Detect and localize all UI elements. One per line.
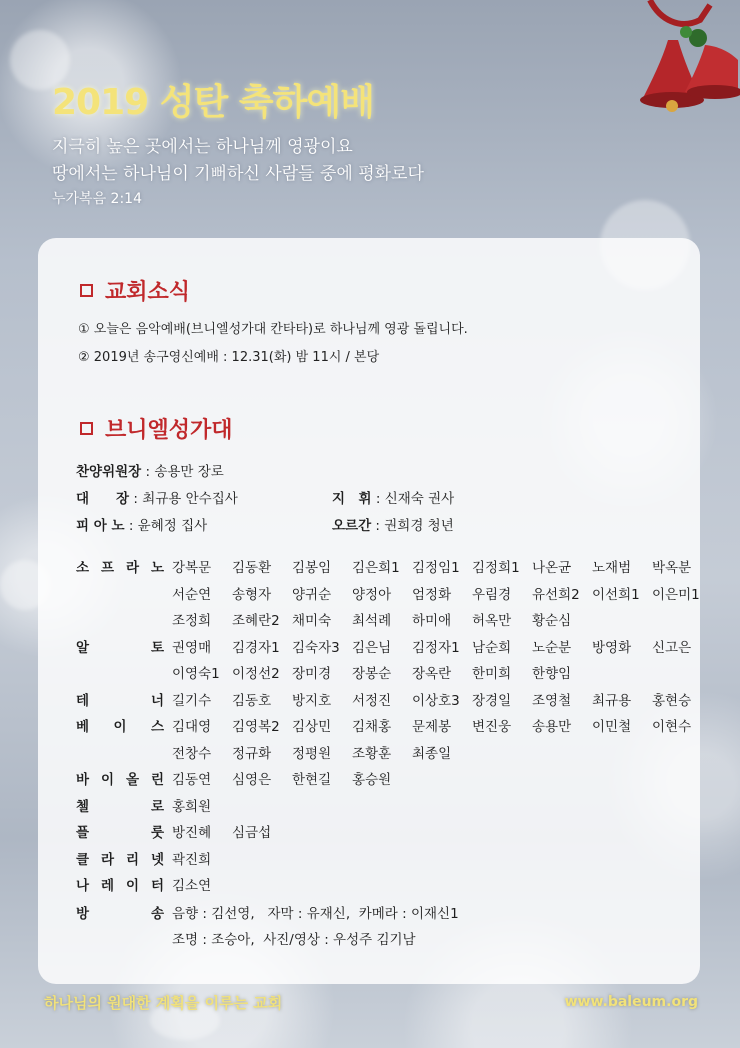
member-name: 최규용 bbox=[592, 692, 632, 709]
member-row bbox=[172, 662, 592, 682]
news-item: ① 오늘은 음악예배(브니엘성가대 칸타타)로 하나님께 영광 돌립니다. bbox=[78, 322, 468, 337]
footer-url[interactable]: www.baleum.org bbox=[564, 994, 698, 1010]
part-label-char: 라 bbox=[100, 851, 115, 868]
member-name: 송용만 bbox=[532, 719, 572, 735]
part-label-char: 넷 bbox=[150, 851, 164, 868]
member-name: 장옥란 bbox=[412, 666, 452, 682]
member-name: 변진웅 bbox=[472, 719, 512, 735]
member-name: 이정선2 bbox=[232, 666, 280, 682]
part-label-char: 플 bbox=[76, 825, 90, 841]
member-name: 황순심 bbox=[532, 613, 572, 629]
staff-organist bbox=[332, 514, 454, 534]
member-name: 강복문 bbox=[172, 560, 212, 576]
member-row bbox=[172, 874, 232, 894]
part-label-char: 린 bbox=[150, 772, 164, 788]
member-name: 나온균 bbox=[532, 560, 572, 576]
part-label bbox=[76, 689, 164, 709]
choir-heading-text: 브니엘성가대 bbox=[105, 418, 233, 443]
staff-leader bbox=[76, 487, 238, 507]
part-label-char: 너 bbox=[150, 692, 164, 709]
member-name: 한향임 bbox=[532, 666, 572, 682]
member-name: 김경자1 bbox=[232, 639, 280, 656]
part-label-broadcast bbox=[76, 902, 164, 922]
part-label bbox=[76, 556, 164, 576]
member-name: 심영은 bbox=[232, 772, 272, 788]
member-name: 한미희 bbox=[472, 666, 512, 682]
part-label-char: 라 bbox=[125, 560, 140, 576]
staff-value: : 송용만 장로 bbox=[145, 464, 224, 480]
staff-label: 대 장 bbox=[76, 491, 130, 507]
member-name: 이현수 bbox=[652, 719, 692, 735]
staff-value: : 윤혜정 집사 bbox=[128, 518, 208, 534]
footer-slogan: 하나님의 원대한 계획을 이루는 교회 bbox=[44, 994, 283, 1012]
verse-line: 지극히 높은 곳에서는 하나님께 영광이요 bbox=[52, 137, 353, 157]
member-name: 김상민 bbox=[292, 719, 332, 735]
square-bullet-icon bbox=[80, 284, 93, 297]
staff-label: 오르간 bbox=[332, 518, 372, 534]
part-label-char: 클 bbox=[76, 851, 90, 868]
verse-line: 땅에서는 하나님이 기뻐하신 사람들 중에 평화로다 bbox=[52, 164, 424, 184]
member-name: 정평원 bbox=[292, 745, 332, 762]
part-label-char: 리 bbox=[125, 851, 140, 868]
member-row bbox=[172, 689, 712, 709]
member-name: 김영복2 bbox=[232, 719, 280, 735]
part-label-char: 첼 bbox=[76, 798, 90, 815]
part-label-char: 노 bbox=[150, 560, 164, 576]
member-name: 허옥만 bbox=[472, 613, 512, 629]
part-label-char: 알 bbox=[76, 639, 90, 656]
member-name: 심금섭 bbox=[232, 825, 272, 841]
part-label bbox=[76, 636, 164, 656]
member-name: 김동환 bbox=[232, 560, 272, 576]
member-name: 홍승원 bbox=[352, 772, 392, 788]
part-label-char: 이 bbox=[113, 719, 127, 735]
member-name: 박옥분 bbox=[652, 560, 692, 576]
part-label bbox=[76, 768, 164, 788]
member-name: 홍희원 bbox=[172, 798, 212, 815]
member-name: 노재범 bbox=[592, 560, 632, 576]
part-label-char: 베 bbox=[76, 719, 90, 735]
member-name: 조혜란2 bbox=[232, 613, 280, 629]
member-name: 김동연 bbox=[172, 772, 212, 788]
member-name: 김대영 bbox=[172, 719, 212, 735]
member-name: 우림경 bbox=[472, 586, 512, 603]
staff-conductor bbox=[332, 487, 454, 507]
member-name: 이상호3 bbox=[412, 692, 460, 709]
part-label bbox=[76, 874, 164, 894]
choir-heading bbox=[80, 413, 233, 444]
member-name: 한현길 bbox=[292, 772, 332, 788]
member-row bbox=[172, 556, 712, 576]
part-label-char: 올 bbox=[125, 772, 140, 788]
member-name: 길기수 bbox=[172, 692, 212, 709]
member-name: 장경일 bbox=[472, 692, 512, 709]
staff-value: : 최규용 안수집사 bbox=[133, 491, 238, 507]
member-name: 김소연 bbox=[172, 878, 212, 894]
news-heading-text: 교회소식 bbox=[105, 280, 191, 305]
member-name: 문제봉 bbox=[412, 719, 452, 735]
member-name: 남순희 bbox=[472, 639, 512, 656]
member-name: 방영화 bbox=[592, 639, 632, 656]
member-row bbox=[172, 795, 232, 815]
member-name: 김봉임 bbox=[292, 560, 332, 576]
part-label bbox=[76, 795, 164, 815]
member-row bbox=[172, 768, 412, 788]
member-name: 김정희1 bbox=[472, 560, 520, 576]
part-label-char: 나 bbox=[76, 878, 90, 894]
member-name: 조영철 bbox=[532, 692, 572, 709]
member-row bbox=[172, 848, 232, 868]
member-name: 서순연 bbox=[172, 586, 212, 603]
member-name: 최석례 bbox=[352, 613, 392, 629]
part-label-char: 토 bbox=[150, 639, 164, 656]
member-name: 최종일 bbox=[412, 745, 452, 762]
member-name: 엄정화 bbox=[412, 586, 452, 603]
member-name: 방진혜 bbox=[172, 825, 212, 841]
member-name: 방지호 bbox=[292, 692, 332, 709]
part-label-char: 방 bbox=[76, 906, 90, 922]
page-title: 2019 성탄 축하예배 bbox=[52, 82, 374, 123]
news-item: ② 2019년 송구영신예배 : 12.31(화) 밤 11시 / 본당 bbox=[78, 350, 380, 365]
member-name: 서정진 bbox=[352, 692, 392, 709]
staff-value: : 권희경 청년 bbox=[375, 518, 454, 534]
member-name: 권영매 bbox=[172, 639, 212, 656]
staff-label: 지 휘 bbox=[332, 491, 372, 507]
member-name: 유선희2 bbox=[532, 586, 580, 603]
member-name: 양정아 bbox=[352, 586, 392, 603]
part-label-char: 바 bbox=[76, 772, 90, 788]
member-name: 노순분 bbox=[532, 639, 572, 656]
staff-label: 찬양위원장 bbox=[76, 464, 142, 480]
part-label-char: 룻 bbox=[150, 825, 164, 841]
member-name: 채미숙 bbox=[292, 613, 332, 629]
staff-value: : 신재숙 권사 bbox=[375, 491, 455, 507]
member-row bbox=[172, 715, 712, 735]
part-label-char: 소 bbox=[76, 560, 90, 576]
part-label-char: 터 bbox=[150, 878, 164, 894]
member-name: 김동호 bbox=[232, 692, 272, 709]
member-name: 이선희1 bbox=[592, 586, 640, 603]
member-name: 김은님 bbox=[352, 639, 392, 656]
member-name: 김채홍 bbox=[352, 719, 392, 735]
member-name: 양귀순 bbox=[292, 586, 332, 603]
member-row bbox=[172, 636, 712, 656]
verse-reference: 누가복음 2:14 bbox=[52, 191, 142, 207]
broadcast-line: 음향 : 김선영, 자막 : 유재신, 카메라 : 이재신1 bbox=[172, 906, 459, 922]
part-label bbox=[76, 715, 164, 735]
christmas-bells-icon bbox=[590, 0, 740, 130]
member-name: 전창수 bbox=[172, 745, 212, 762]
part-label-char: 레 bbox=[100, 878, 115, 894]
part-label bbox=[76, 821, 164, 841]
square-bullet-icon bbox=[80, 422, 93, 435]
part-label-char: 송 bbox=[150, 906, 164, 922]
staff-label: 피 아 노 bbox=[76, 518, 125, 534]
staff-chair bbox=[76, 460, 224, 480]
member-name: 김은희1 bbox=[352, 560, 400, 576]
member-name: 송형자 bbox=[232, 586, 272, 603]
part-label bbox=[76, 848, 164, 868]
member-row bbox=[172, 742, 472, 762]
member-row bbox=[172, 821, 292, 841]
member-name: 조정희 bbox=[172, 613, 212, 629]
member-row bbox=[172, 583, 712, 603]
part-label-char: 프 bbox=[100, 560, 115, 576]
member-name: 신고은 bbox=[652, 639, 692, 656]
part-label-char: 이 bbox=[125, 878, 140, 894]
part-label-char: 스 bbox=[150, 719, 164, 735]
part-label-char: 로 bbox=[150, 798, 164, 815]
member-name: 장봉순 bbox=[352, 666, 392, 682]
member-name: 이영숙1 bbox=[172, 666, 220, 682]
member-name: 하미애 bbox=[412, 613, 452, 629]
member-name: 조황훈 bbox=[352, 745, 392, 762]
part-label-char: 테 bbox=[76, 692, 90, 709]
member-name: 이민철 bbox=[592, 719, 632, 735]
member-name: 김정임1 bbox=[412, 560, 460, 576]
part-label-char: 이 bbox=[100, 772, 115, 788]
member-name: 곽진희 bbox=[172, 851, 212, 868]
member-row bbox=[172, 609, 592, 629]
member-name: 이은미1 bbox=[652, 586, 700, 603]
member-name: 정규화 bbox=[232, 745, 272, 762]
staff-pianist bbox=[76, 514, 207, 534]
broadcast-line: 조명 : 조승아, 사진/영상 : 우성주 김기남 bbox=[172, 932, 416, 948]
member-name: 김숙자3 bbox=[292, 639, 340, 656]
member-name: 장미경 bbox=[292, 666, 332, 682]
news-heading bbox=[80, 275, 190, 306]
member-name: 김정자1 bbox=[412, 639, 460, 656]
member-name: 홍현승 bbox=[652, 692, 692, 709]
scripture-verse bbox=[52, 134, 424, 210]
